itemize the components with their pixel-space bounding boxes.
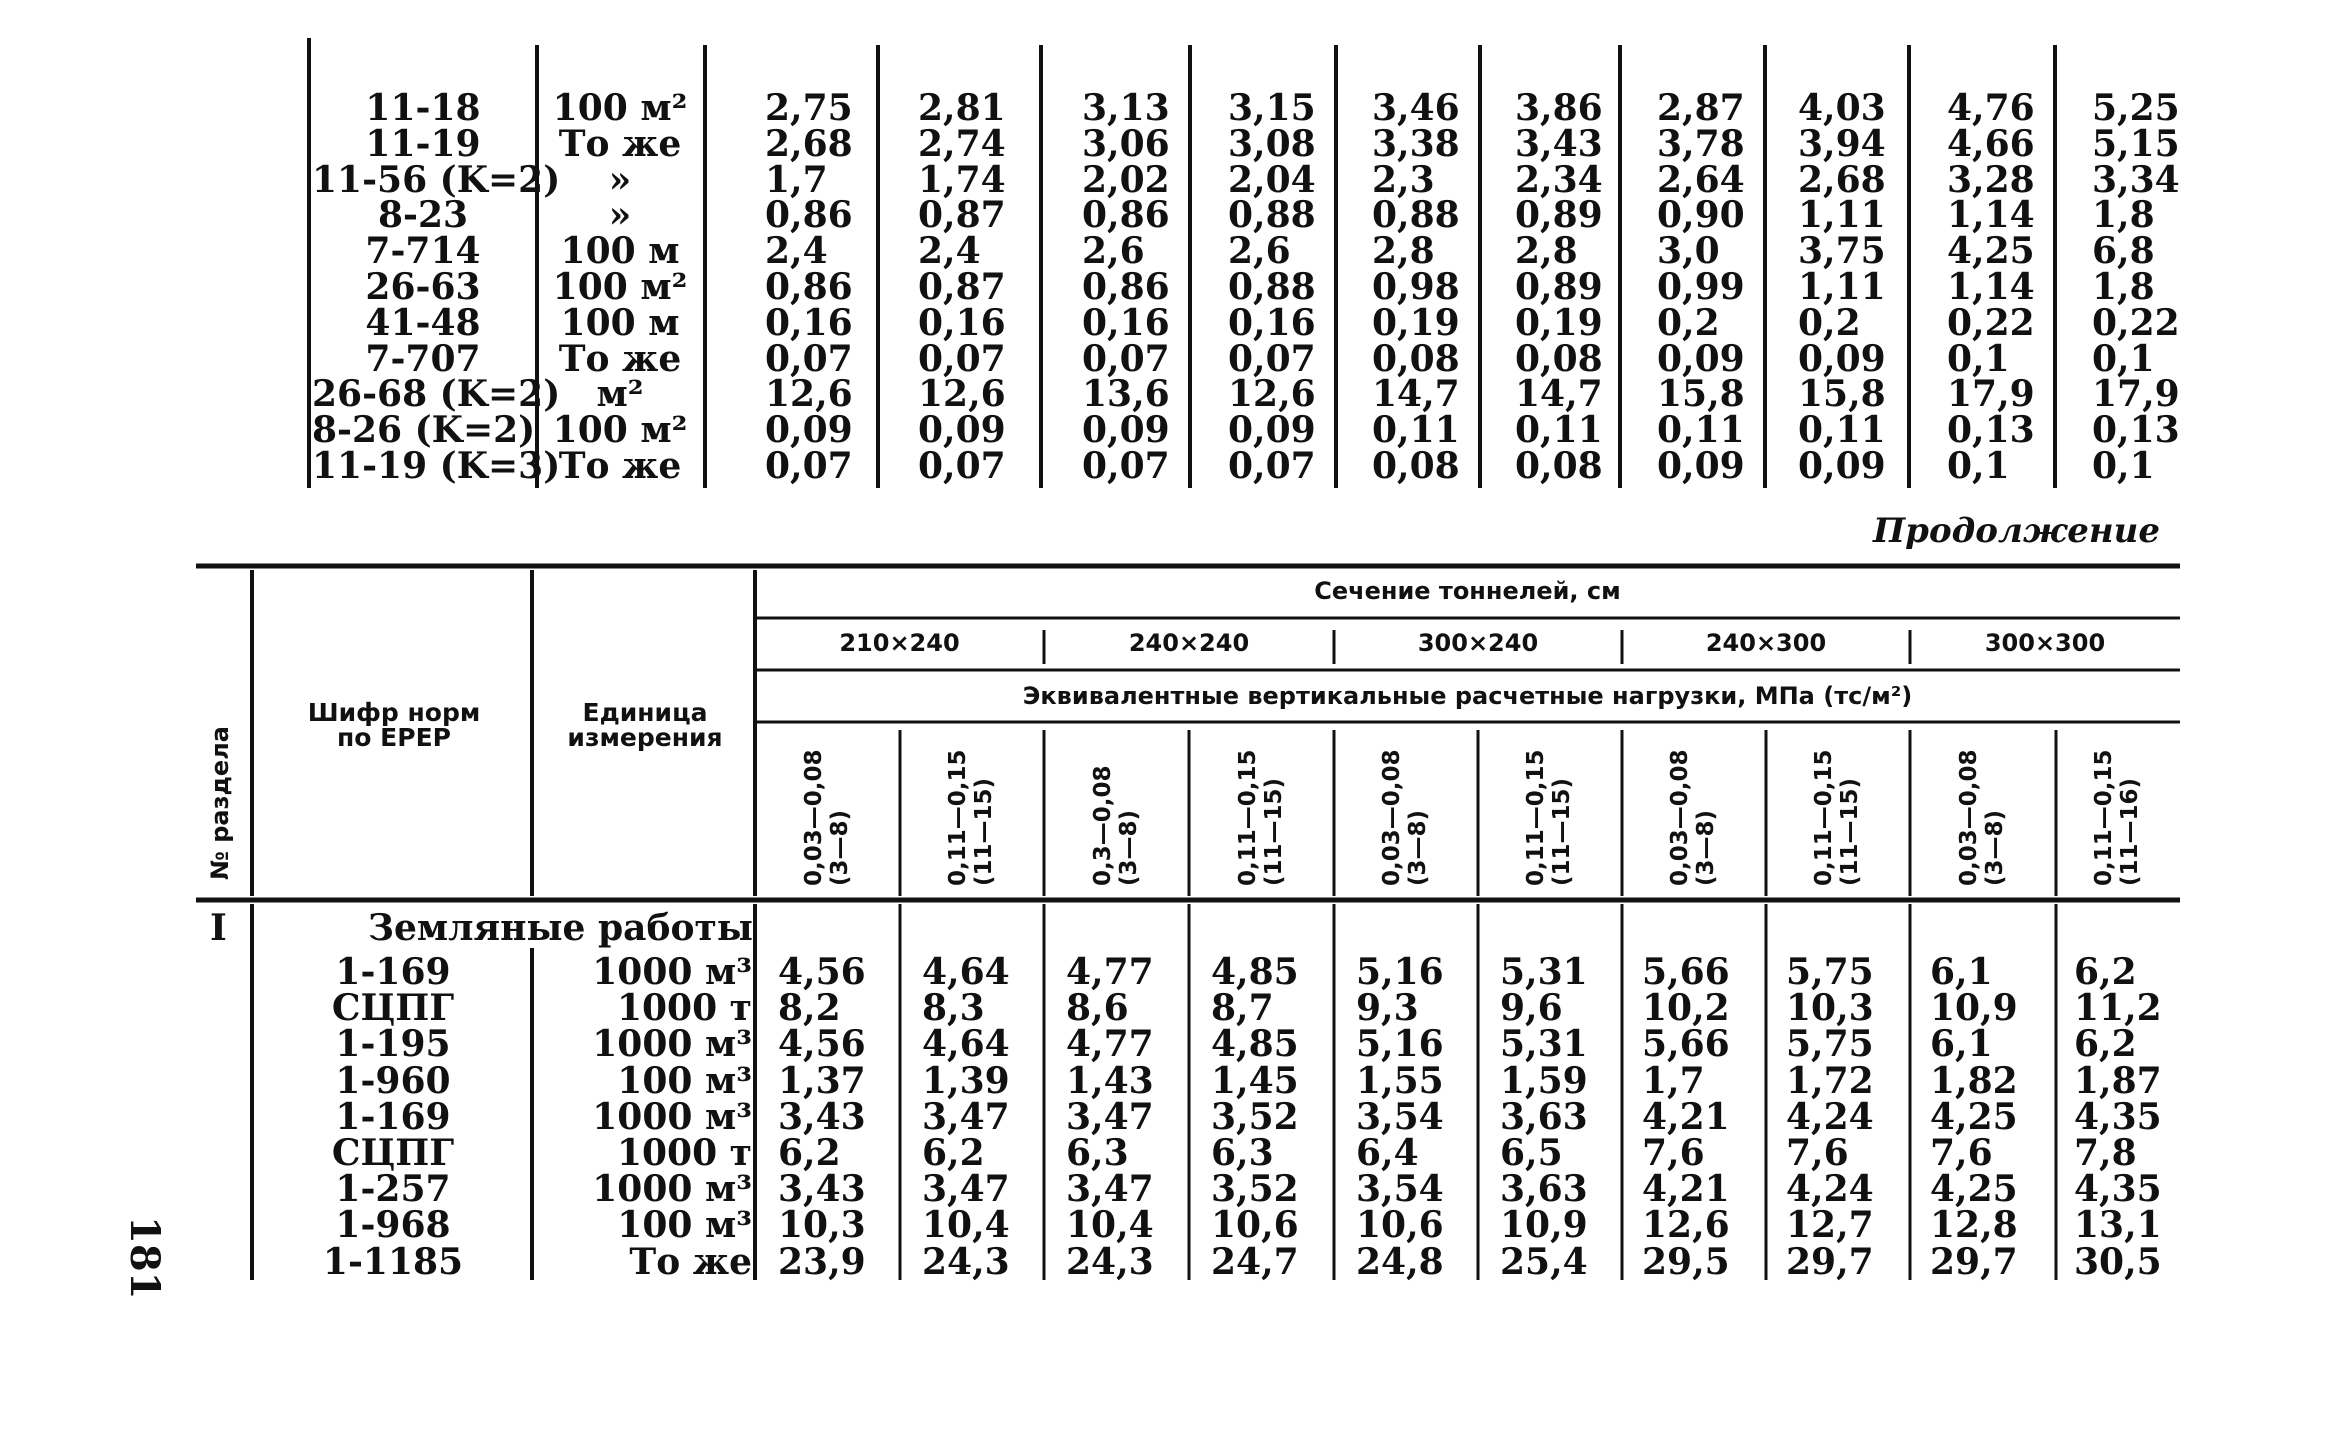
size-header: 300×240 (1417, 629, 1539, 657)
top-row-value: 15,8 (1657, 373, 1745, 416)
top-row-value: 3,86 (1515, 87, 1603, 129)
bottom-row-value: 7,6 (1786, 1132, 1849, 1174)
bottom-row-value: 6,2 (2074, 951, 2137, 993)
bottom-row-unit: 1000 т (616, 1132, 752, 1174)
bottom-row-value: 3,47 (1066, 1095, 1154, 1138)
top-row-value: 0,16 (918, 301, 1006, 344)
top-row-value: 3,78 (1657, 122, 1745, 165)
top-row-value: 0,09 (1228, 409, 1316, 452)
top-row-value: 4,25 (1947, 230, 2035, 273)
top-row-value: 1,11 (1798, 194, 1886, 237)
top-row-unit: 100 м (560, 230, 680, 273)
top-row-value: 2,64 (1657, 158, 1745, 201)
bottom-row-unit: 1000 т (616, 987, 752, 1030)
section-title: Земляные работы (368, 907, 753, 949)
bottom-row-value: 4,35 (2074, 1095, 2162, 1138)
top-row-code: 11-56 (K=2) (312, 158, 561, 201)
bottom-row-value: 4,21 (1642, 1168, 1730, 1211)
bottom-row-value: 3,43 (778, 1168, 866, 1211)
bottom-row-value: 11,2 (2074, 987, 2162, 1030)
bottom-row-unit: 100 м³ (617, 1204, 752, 1247)
bottom-row-value: 6,2 (778, 1132, 841, 1174)
bottom-row-value: 10,6 (1211, 1204, 1299, 1247)
load-header: 0,11—0,15 (945, 749, 971, 886)
top-row-value: 0,87 (918, 266, 1006, 308)
bottom-row-value: 10,3 (1786, 987, 1874, 1030)
top-row-value: 0,2 (1657, 301, 1720, 344)
top-row-value: 0,22 (2092, 301, 2180, 344)
top-row-value: 2,8 (1515, 230, 1578, 273)
bottom-row-value: 1,82 (1930, 1059, 2018, 1102)
top-row-value: 2,6 (1082, 230, 1145, 273)
page-number: 181 (121, 1216, 168, 1300)
top-row-value: 0,89 (1515, 194, 1603, 237)
size-header: 210×240 (839, 629, 960, 657)
top-row-unit: м² (596, 373, 644, 416)
bottom-row-value: 8,6 (1066, 987, 1129, 1030)
bottom-row-value: 9,6 (1500, 987, 1563, 1030)
top-row-value: 1,8 (2092, 194, 2155, 237)
bottom-row-value: 24,3 (1066, 1240, 1154, 1283)
bottom-row-value: 25,4 (1500, 1240, 1588, 1283)
top-row-value: 12,6 (1228, 373, 1316, 416)
top-row-code: 11-19 (K=3) (312, 445, 561, 487)
bottom-row-value: 4,24 (1786, 1095, 1874, 1138)
bottom-row-value: 10,4 (922, 1204, 1010, 1247)
top-row-value: 4,66 (1947, 122, 2035, 165)
top-row-value: 0,90 (1657, 194, 1745, 237)
load-header: (11—15) (1549, 777, 1575, 886)
bottom-row-value: 1,37 (778, 1059, 866, 1102)
top-row-value: 3,08 (1228, 122, 1316, 165)
bottom-row-unit: 100 м³ (617, 1059, 752, 1102)
top-row-value: 0,09 (1798, 337, 1886, 380)
top-row-value: 0,88 (1228, 266, 1316, 308)
bottom-row-value: 10,2 (1642, 987, 1730, 1030)
code-column-header: Шифр норм по ЕРЕР (307, 698, 481, 752)
bottom-row-value: 4,56 (778, 951, 866, 993)
load-header: (3—8) (1115, 809, 1142, 886)
top-row-value: 2,75 (765, 87, 853, 129)
top-row-value: 2,81 (918, 87, 1006, 129)
load-header: 0,11—0,15 (1234, 749, 1261, 886)
top-row-code: 8-26 (K=2) (312, 409, 536, 452)
top-row-code: 41-48 (365, 301, 481, 344)
top-row-value: 0,98 (1372, 266, 1460, 308)
top-row-value: 0,11 (1798, 409, 1886, 452)
bottom-row-value: 4,56 (778, 1023, 866, 1066)
top-row-value: 0,09 (1657, 445, 1745, 487)
top-row-value: 2,6 (1228, 230, 1291, 273)
top-row-value: 0,16 (1228, 301, 1316, 344)
top-row-code: 26-63 (365, 266, 481, 308)
top-row-unit: » (608, 158, 632, 201)
top-row-value: 13,6 (1082, 373, 1170, 416)
top-row-value: 1,14 (1947, 266, 2035, 308)
bottom-row-value: 24,8 (1356, 1240, 1444, 1283)
top-row-value: 2,68 (1798, 158, 1886, 201)
top-row-code: 7-714 (365, 230, 481, 273)
bottom-row-value: 4,85 (1211, 951, 1299, 993)
bottom-row-code: 1-257 (335, 1168, 451, 1211)
top-row-value: 5,15 (2092, 122, 2180, 165)
bottom-row-value: 1,39 (922, 1059, 1010, 1102)
bottom-row-value: 30,5 (2074, 1240, 2162, 1283)
top-row-value: 3,43 (1515, 122, 1603, 165)
bottom-row-code: 1-1185 (322, 1240, 464, 1283)
load-header: (3—8) (1405, 809, 1431, 886)
top-row-value: 0,07 (918, 337, 1006, 380)
top-row-code: 26-68 (K=2) (312, 373, 561, 416)
top-row-value: 2,34 (1515, 158, 1603, 201)
bottom-row-value: 4,77 (1066, 1023, 1154, 1066)
top-row-value: 3,34 (2092, 158, 2180, 201)
bottom-row-code: 1-960 (335, 1059, 451, 1102)
top-row-value: 0,09 (1798, 445, 1886, 487)
top-row-value: 0,1 (2092, 445, 2155, 487)
bottom-row-code: 1-195 (335, 1023, 451, 1066)
bottom-row-value: 7,6 (1642, 1132, 1705, 1174)
top-row-value: 0,08 (1515, 445, 1603, 487)
top-row-unit: 100 м² (552, 87, 688, 129)
bottom-row-value: 5,16 (1356, 951, 1444, 993)
load-header: (11—15) (971, 777, 997, 886)
top-row-value: 0,19 (1515, 301, 1603, 344)
top-row-value: 0,09 (918, 409, 1006, 452)
top-row-value: 3,0 (1657, 230, 1720, 273)
bottom-row-value: 8,3 (922, 987, 985, 1030)
load-header: 0,03—0,08 (800, 749, 827, 886)
top-row-value: 1,14 (1947, 194, 2035, 237)
bottom-row-value: 5,31 (1500, 1023, 1588, 1066)
bottom-row-code: 1-169 (335, 1095, 451, 1138)
top-row-value: 0,1 (2092, 337, 2155, 380)
top-row-value: 0,13 (2092, 409, 2180, 452)
bottom-row-value: 8,7 (1211, 987, 1274, 1030)
top-row-value: 4,03 (1798, 87, 1886, 129)
top-row-value: 0,13 (1947, 409, 2035, 452)
load-header: (11—16) (2117, 777, 2143, 886)
top-row-value: 2,8 (1372, 230, 1435, 273)
top-row-value: 0,09 (765, 409, 853, 452)
bottom-row-value: 3,52 (1211, 1095, 1299, 1138)
top-row-value: 1,74 (918, 158, 1006, 201)
top-row-value: 0,07 (1228, 445, 1316, 487)
top-row-value: 12,6 (765, 373, 853, 416)
bottom-row-code: 1-968 (335, 1204, 451, 1247)
bottom-row-value: 4,85 (1211, 1023, 1299, 1066)
bottom-row-value: 3,52 (1211, 1168, 1299, 1211)
bottom-row-unit: 1000 м³ (592, 1023, 752, 1066)
top-row-unit: То же (558, 337, 682, 380)
section-number-header: № раздела (206, 726, 234, 880)
top-row-value: 0,07 (765, 445, 853, 487)
bottom-row-unit: 1000 м³ (592, 1095, 752, 1138)
bottom-row-value: 1,45 (1211, 1059, 1299, 1102)
top-row-value: 6,8 (2092, 230, 2155, 273)
load-header: 0,11—0,15 (1523, 749, 1549, 886)
bottom-row-value: 8,2 (778, 987, 841, 1030)
top-row-value: 0,11 (1372, 409, 1460, 452)
top-row-value: 0,89 (1515, 266, 1603, 308)
bottom-row-value: 10,4 (1066, 1204, 1154, 1247)
top-row-value: 3,28 (1947, 158, 2035, 201)
bottom-row-value: 4,35 (2074, 1168, 2162, 1211)
top-row-unit: » (608, 194, 632, 237)
bottom-row-value: 12,8 (1930, 1204, 2018, 1247)
load-header: (3—8) (826, 809, 853, 886)
bottom-row-value: 3,43 (778, 1095, 866, 1138)
bottom-row-value: 6,5 (1500, 1132, 1563, 1174)
top-row-value: 0,07 (1082, 445, 1170, 487)
bottom-row-unit: 1000 м³ (592, 1168, 752, 1211)
load-header: 0,03—0,08 (1667, 749, 1693, 886)
bottom-row-value: 5,16 (1356, 1023, 1444, 1066)
load-header: 0,03—0,08 (1956, 749, 1982, 886)
top-row-value: 2,68 (765, 122, 853, 165)
top-row-value: 0,08 (1372, 445, 1460, 487)
bottom-row-value: 4,77 (1066, 951, 1154, 993)
top-row-value: 5,25 (2092, 87, 2180, 129)
top-row-unit: 100 м² (552, 266, 688, 308)
bottom-row-value: 6,2 (922, 1132, 985, 1174)
bottom-row-code: 1-169 (335, 951, 451, 993)
top-row-unit: 100 м (560, 301, 680, 344)
top-row-value: 2,74 (918, 122, 1006, 165)
top-row-value: 0,1 (1947, 337, 2010, 380)
bottom-row-value: 6,4 (1356, 1132, 1419, 1174)
continuation-label: Продолжение (1873, 511, 2160, 551)
top-row-value: 0,11 (1657, 409, 1745, 452)
top-row-unit: 100 м² (552, 409, 688, 452)
bottom-row-value: 10,9 (1500, 1204, 1588, 1247)
bottom-row-value: 23,9 (778, 1240, 866, 1283)
top-row-value: 1,8 (2092, 266, 2155, 308)
top-row-value: 0,86 (765, 266, 853, 308)
bottom-row-value: 6,3 (1211, 1132, 1274, 1174)
top-row-value: 0,88 (1372, 194, 1460, 237)
load-header: 0,11—0,15 (1811, 749, 1837, 886)
bottom-row-value: 13,1 (2074, 1204, 2162, 1247)
top-row-value: 3,38 (1372, 122, 1460, 165)
top-row-value: 2,87 (1657, 87, 1745, 129)
top-row-unit: То же (558, 122, 682, 165)
top-row-value: 0,07 (765, 337, 853, 380)
bottom-row-value: 1,7 (1642, 1059, 1705, 1102)
top-row-value: 0,19 (1372, 301, 1460, 344)
bottom-row-value: 5,31 (1500, 951, 1588, 993)
top-row-value: 2,4 (765, 230, 828, 273)
load-header: 0,11—0,15 (2091, 749, 2117, 886)
top-row-value: 0,86 (765, 194, 853, 237)
top-row-value: 3,75 (1798, 230, 1886, 273)
bottom-row-value: 1,72 (1786, 1059, 1874, 1102)
top-row-value: 3,94 (1798, 122, 1886, 165)
top-row-value: 3,13 (1082, 87, 1170, 129)
bottom-row-value: 29,5 (1642, 1240, 1730, 1283)
top-row-value: 0,16 (1082, 301, 1170, 344)
top-row-value: 0,88 (1228, 194, 1316, 237)
load-header: 0,03—0,08 (1379, 749, 1405, 886)
top-row-code: 11-19 (365, 122, 481, 165)
bottom-row-value: 5,66 (1642, 951, 1730, 993)
bottom-row-unit: 1000 м³ (592, 951, 752, 993)
bottom-row-value: 3,54 (1356, 1168, 1444, 1211)
top-row-unit: То же (558, 445, 682, 487)
bottom-row-value: 3,63 (1500, 1095, 1588, 1138)
bottom-row-value: 1,55 (1356, 1059, 1444, 1102)
top-row-value: 15,8 (1798, 373, 1886, 416)
bottom-row-value: 6,2 (2074, 1023, 2137, 1066)
load-header: (11—15) (1837, 777, 1863, 886)
top-row-value: 0,86 (1082, 194, 1170, 237)
top-row-value: 3,15 (1228, 87, 1316, 129)
top-row-code: 11-18 (365, 87, 481, 129)
top-row-value: 0,11 (1515, 409, 1603, 452)
bottom-row-value: 6,3 (1066, 1132, 1129, 1174)
bottom-row-value: 12,7 (1786, 1204, 1874, 1247)
top-row-value: 0,08 (1372, 337, 1460, 380)
top-row-value: 17,9 (2092, 373, 2180, 416)
top-row-value: 12,6 (918, 373, 1006, 416)
bottom-row-value: 5,75 (1786, 951, 1874, 993)
tunnel-section-header: Сечение тоннелей, см (1314, 577, 1621, 605)
top-row-value: 14,7 (1515, 373, 1603, 416)
top-row-value: 0,07 (1228, 337, 1316, 380)
top-row-value: 1,7 (765, 158, 828, 201)
top-row-value: 3,06 (1082, 122, 1170, 165)
top-row-value: 0,22 (1947, 301, 2035, 344)
bottom-row-value: 4,24 (1786, 1168, 1874, 1211)
top-row-value: 0,1 (1947, 445, 2010, 487)
bottom-row-value: 7,6 (1930, 1132, 1993, 1174)
bottom-row-unit: То же (629, 1240, 752, 1283)
load-header: (11—15) (1260, 777, 1287, 886)
bottom-row-value: 1,43 (1066, 1059, 1154, 1102)
bottom-row-value: 4,21 (1642, 1095, 1730, 1138)
top-row-value: 14,7 (1372, 373, 1460, 416)
load-header: (3—8) (1982, 809, 2008, 886)
bottom-row-value: 3,63 (1500, 1168, 1588, 1211)
bottom-row-value: 9,3 (1356, 987, 1419, 1030)
top-row-value: 17,9 (1947, 373, 2035, 416)
bottom-row-value: 6,1 (1930, 1023, 1993, 1066)
bottom-row-value: 4,25 (1930, 1095, 2018, 1138)
top-row-value: 2,4 (918, 230, 981, 273)
bottom-row-value: 4,64 (922, 951, 1010, 993)
bottom-row-value: 4,64 (922, 1023, 1010, 1066)
size-header: 240×300 (1705, 629, 1827, 657)
bottom-row-code: СЦПГ (331, 1132, 455, 1174)
top-row-value: 0,87 (918, 194, 1006, 237)
bottom-row-value: 1,59 (1500, 1059, 1588, 1102)
loads-header: Эквивалентные вертикальные расчетные нагрузки, МПа (тс/м²) (1022, 682, 1913, 710)
top-row-value: 1,11 (1798, 266, 1886, 308)
section-number: I (210, 907, 227, 949)
load-header: 0,3—0,08 (1089, 765, 1116, 886)
top-row-value: 2,3 (1372, 158, 1435, 201)
bottom-row-value: 4,25 (1930, 1168, 2018, 1211)
top-row-value: 0,08 (1515, 337, 1603, 380)
bottom-row-value: 5,66 (1642, 1023, 1730, 1066)
top-row-value: 0,07 (918, 445, 1006, 487)
bottom-row-value: 5,75 (1786, 1023, 1874, 1066)
bottom-row-value: 3,47 (1066, 1168, 1154, 1211)
bottom-row-value: 10,3 (778, 1204, 866, 1247)
unit-column-header: Единица измерения (567, 698, 723, 752)
top-row-code: 8-23 (377, 194, 469, 237)
size-header: 240×240 (1128, 629, 1250, 657)
top-row-value: 0,2 (1798, 301, 1861, 344)
bottom-row-value: 12,6 (1642, 1204, 1730, 1247)
bottom-row-value: 10,9 (1930, 987, 2018, 1030)
top-row-value: 0,16 (765, 301, 853, 344)
top-row-value: 0,99 (1657, 266, 1745, 308)
bottom-row-value: 24,3 (922, 1240, 1010, 1283)
bottom-row-value: 3,54 (1356, 1095, 1444, 1138)
bottom-row-value: 3,47 (922, 1095, 1010, 1138)
load-header: (3—8) (1693, 809, 1719, 886)
bottom-row-value: 10,6 (1356, 1204, 1444, 1247)
top-row-code: 7-707 (365, 337, 481, 380)
top-row-value: 2,04 (1228, 158, 1316, 201)
top-row-value: 0,09 (1657, 337, 1745, 380)
bottom-row-value: 24,7 (1211, 1240, 1299, 1283)
top-row-value: 3,46 (1372, 87, 1460, 129)
bottom-row-value: 1,87 (2074, 1059, 2162, 1102)
top-row-value: 0,86 (1082, 266, 1170, 308)
size-header: 300×300 (1984, 629, 2106, 657)
bottom-row-value: 6,1 (1930, 951, 1993, 993)
top-row-value: 4,76 (1947, 87, 2035, 129)
bottom-row-code: СЦПГ (331, 987, 455, 1030)
top-row-value: 2,02 (1082, 158, 1170, 201)
bottom-row-value: 29,7 (1786, 1240, 1874, 1283)
bottom-row-value: 29,7 (1930, 1240, 2018, 1283)
top-row-value: 0,07 (1082, 337, 1170, 380)
bottom-row-value: 3,47 (922, 1168, 1010, 1211)
top-row-value: 0,09 (1082, 409, 1170, 452)
bottom-row-value: 7,8 (2074, 1132, 2137, 1174)
